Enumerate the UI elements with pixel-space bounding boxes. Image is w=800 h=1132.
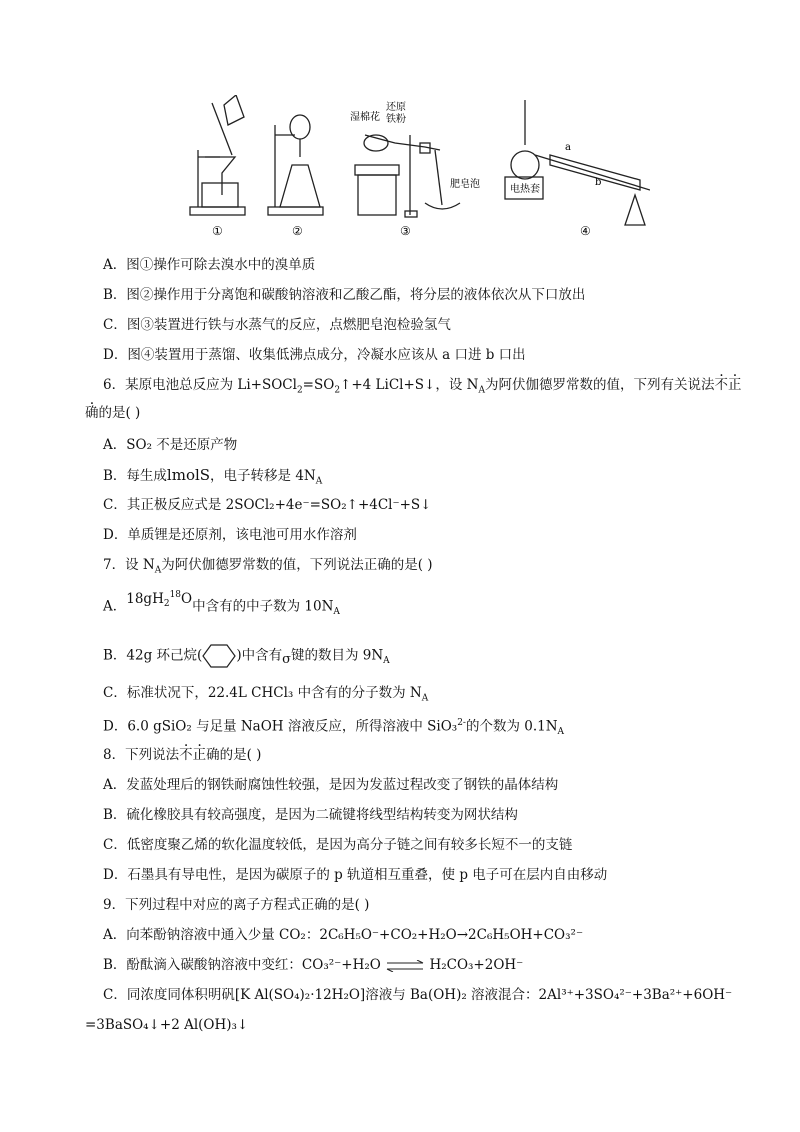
- q6-stem: 6．某原电池总反应为 $Li+SOCl_2=SO_2↑+4$ LiCl+S↓，设 $N_A$为阿伏伽德罗常数的值，下列有关说法不正: [103, 377, 742, 396]
- equilibrium-arrow-icon: [385, 960, 425, 972]
- cyclohexane-icon: [202, 643, 236, 669]
- fig-label-4: ④: [580, 224, 591, 238]
- q9-stem: 9．下列过程中对应的离子方程式正确的是( ): [103, 897, 370, 913]
- q7-option-d: D．6.0 gSiO₂ 与足量 NaOH 溶液反应，所得溶液中 SiO₃$^{2-}$的个数为 $0.1N_A$: [103, 718, 565, 738]
- q7-stem: 7．设 $N_A$为阿伏伽德罗常数的值，下列说法正确的是( ): [103, 557, 433, 576]
- fig-port-a: a: [565, 142, 571, 153]
- fig-label-3: ③: [400, 224, 411, 238]
- q8-option-c: C．低密度聚乙烯的软化温度较低，是因为高分子链之间有较多长短不一的支链: [103, 837, 573, 853]
- q8-option-b: B．硫化橡胶具有较高强度，是因为二硫键将线型结构转变为网状结构: [103, 807, 518, 823]
- stand-base-1: [190, 207, 245, 215]
- q8-option-a: A．发蓝处理后的钢铁耐腐蚀性较强，是因为发蓝过程改变了钢铁的晶体结构: [103, 777, 559, 793]
- fig-label-tiefen-2: 铁粉: [386, 114, 406, 125]
- q9-option-c-cont: =3BaSO₄↓+2 Al(OH)₃↓: [85, 1017, 249, 1033]
- q5-option-a: A．图①操作可除去溴水中的溴单质: [103, 257, 316, 273]
- fig-label-shimianhua: 湿棉花: [350, 112, 380, 123]
- q9-option-c: C．同浓度同体积明矾[K Al(SO₄)₂·12H₂O]溶液与 Ba(OH)₂ 溶液混合：2Al³⁺+3SO₄²⁻+3Ba²⁺+6OH⁻: [103, 987, 733, 1003]
- q6-option-c: C．其正极反应式是 2SOCl₂+4e⁻=SO₂↑+4Cl⁻+S↓: [103, 497, 432, 513]
- q9-option-a: A．向苯酚钠溶液中通入少量 CO₂：2C₆H₅O⁻+CO₂+H₂O→2C₆H₅OH+CO₃²⁻: [103, 927, 584, 943]
- q5-option-b: B．图②操作用于分离饱和碳酸钠溶液和乙酸乙酯，将分层的液体依次从下口放出: [103, 287, 586, 303]
- q9-option-b: B．酚酞滴入碳酸钠溶液中变红：CO₃²⁻+H₂O H₂CO₃+2OH⁻: [103, 957, 524, 973]
- q6-option-a: A．SO₂ 不是还原产物: [103, 437, 238, 453]
- q8-option-d: D．石墨具有导电性，是因为碳原子的 p 轨道相互重叠，使 p 电子可在层内自由移动: [103, 867, 608, 883]
- q6-option-b: B．每生成lmolS，电子转移是 $4N_A$: [103, 466, 323, 487]
- q5-option-d: D．图④装置用于蒸馏、收集低沸点成分，冷凝水应该从 a 口进 b 口出: [103, 347, 526, 363]
- fig-label-2: ②: [292, 224, 303, 238]
- q6-stem-cont: 确的是( ): [85, 405, 141, 421]
- q6-option-d: D．单质锂是还原剂，该电池可用水作溶剂: [103, 527, 357, 543]
- q8-stem: 8．下列说法不正确的是( ): [103, 747, 262, 763]
- fig-label-tiefen-1: 还原: [386, 102, 406, 113]
- q7-option-b: B．42g 环己烷( )中含有σ键的数目为 $9N_A$: [0, 643, 800, 671]
- q5-option-c: C．图③装置进行铁与水蒸气的反应，点燃肥皂泡检验氢气: [103, 317, 451, 333]
- q7-option-a: A．$18gH_2^{18}O$中含有的中子数为 $10N_A$: [103, 590, 340, 618]
- emphasis-zheng: 正: [727, 377, 742, 393]
- fig-label-dianresao: 电热套: [510, 184, 540, 195]
- apparatus-figures: [180, 95, 650, 245]
- fig-label-feizaopao: 肥皂泡: [450, 179, 480, 190]
- fig-label-1: ①: [212, 224, 223, 238]
- fig-port-b: b: [595, 177, 602, 188]
- emphasis-bu: 不: [714, 377, 728, 393]
- q7-option-c: C．标准状况下，22.4L CHCl₃ 中含有的分子数为 $N_A$: [103, 685, 429, 704]
